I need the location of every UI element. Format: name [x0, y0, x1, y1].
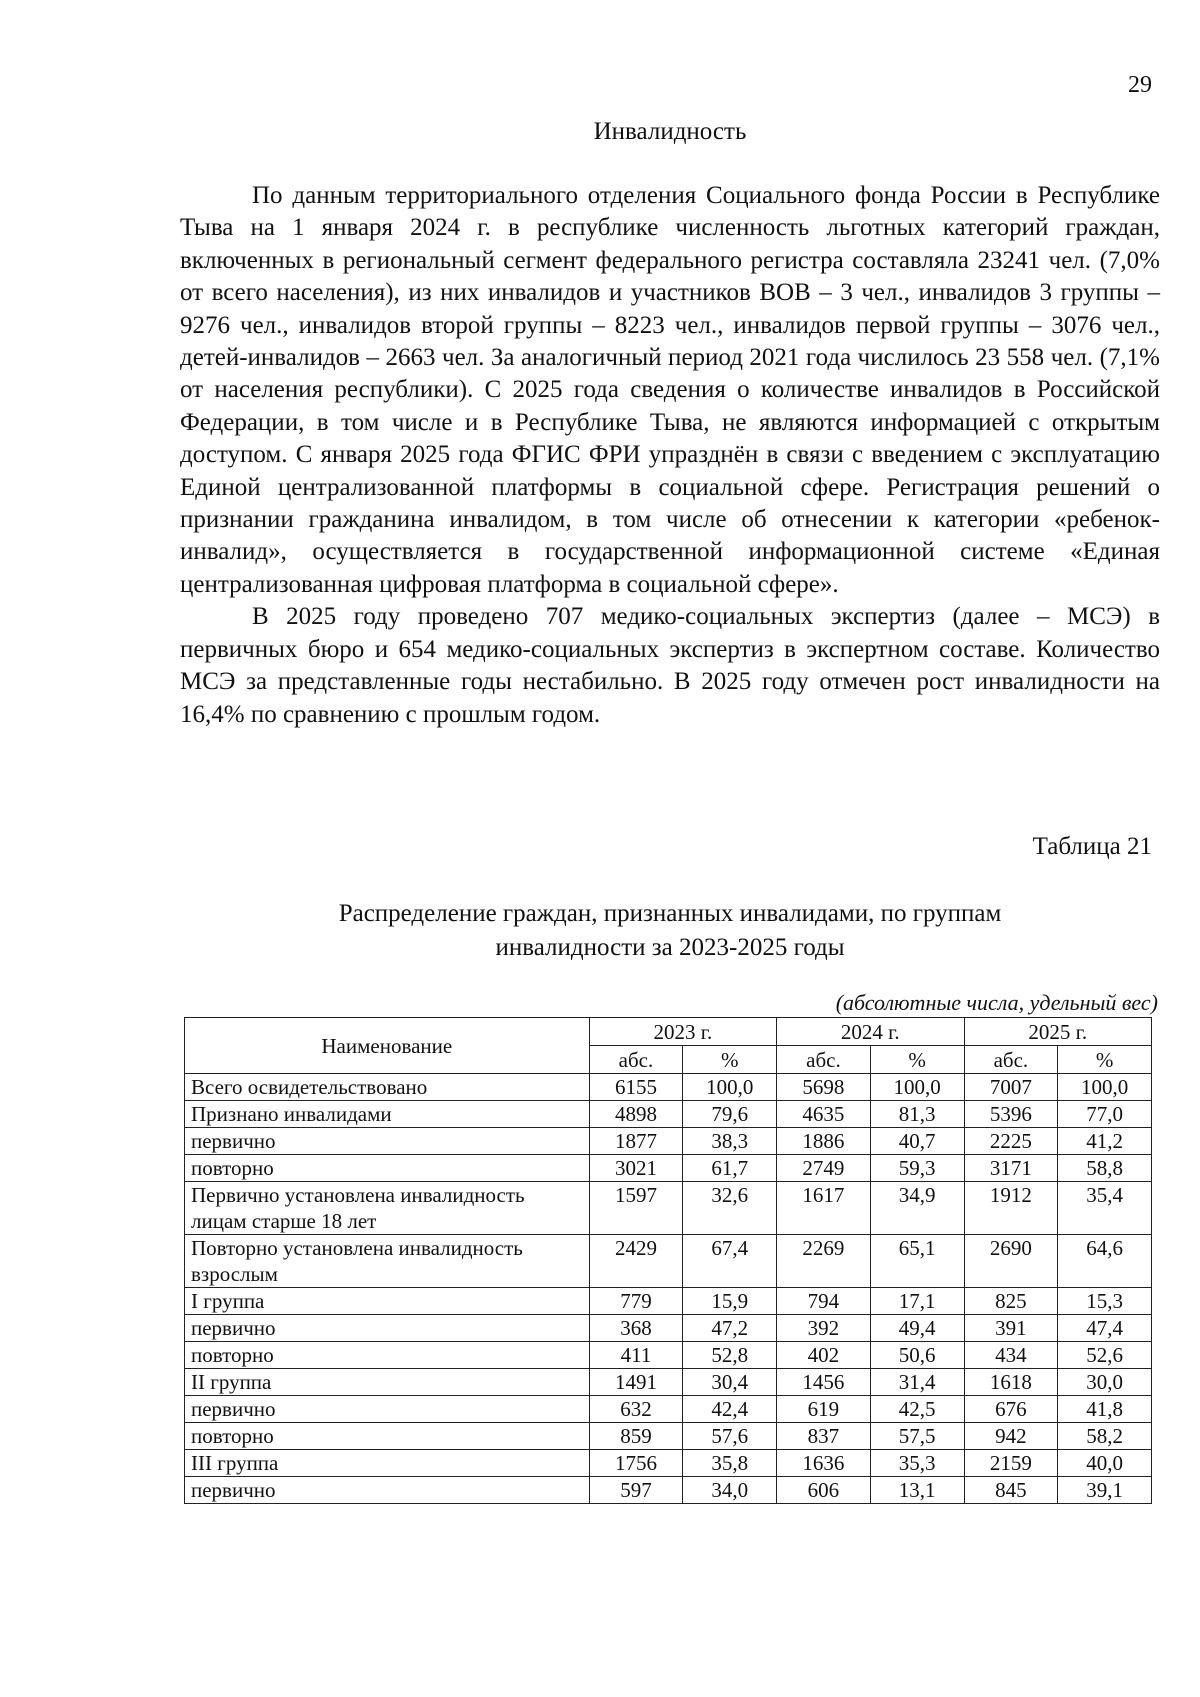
table-caption [180, 897, 1160, 965]
table-units-note: (абсолютные числа, удельный вес) [835, 990, 1158, 1015]
abs-value-cell: 2159 [964, 1450, 1058, 1477]
table-caption-line: инвалидности за 2023-2025 годы [495, 934, 845, 961]
abs-value-cell: 1636 [777, 1450, 871, 1477]
pct-value-cell: 39,1 [1058, 1477, 1152, 1504]
abs-value-cell: 5698 [777, 1074, 871, 1101]
pct-value-cell: 64,6 [1058, 1235, 1152, 1288]
pct-value-cell: 47,4 [1058, 1315, 1152, 1342]
pct-value-cell: 42,4 [683, 1396, 777, 1423]
abs-value-cell: 1756 [589, 1450, 683, 1477]
row-name-cell: повторно [185, 1155, 590, 1182]
table-body [185, 1074, 1152, 1504]
row-name-cell: первично [185, 1315, 590, 1342]
pct-value-cell: 59,3 [870, 1155, 964, 1182]
table-caption-line: Распределение граждан, признанных инвалидами, по группам [338, 900, 1002, 927]
pct-value-cell: 100,0 [1058, 1074, 1152, 1101]
abs-value-cell: 392 [777, 1315, 871, 1342]
pct-subheader: % [870, 1046, 964, 1074]
pct-value-cell: 77,0 [1058, 1101, 1152, 1128]
abs-value-cell: 1491 [589, 1369, 683, 1396]
table-row [185, 1155, 1152, 1182]
table-row [185, 1074, 1152, 1101]
pct-value-cell: 31,4 [870, 1369, 964, 1396]
abs-value-cell: 411 [589, 1342, 683, 1369]
year-header: 2023 г. [589, 1018, 776, 1046]
abs-value-cell: 3021 [589, 1155, 683, 1182]
abs-value-cell: 825 [964, 1288, 1058, 1315]
pct-value-cell: 40,0 [1058, 1450, 1152, 1477]
row-name-cell: I группа [185, 1288, 590, 1315]
row-name-cell: первично [185, 1477, 590, 1504]
abs-value-cell: 1886 [777, 1128, 871, 1155]
pct-value-cell: 15,3 [1058, 1288, 1152, 1315]
table-row [185, 1477, 1152, 1504]
pct-value-cell: 32,6 [683, 1182, 777, 1235]
pct-value-cell: 35,3 [870, 1450, 964, 1477]
table-row [185, 1235, 1152, 1288]
disability-table [184, 1017, 1152, 1504]
abs-value-cell: 794 [777, 1288, 871, 1315]
pct-value-cell: 81,3 [870, 1101, 964, 1128]
table-row [185, 1182, 1152, 1235]
table-row [185, 1450, 1152, 1477]
pct-value-cell: 57,6 [683, 1423, 777, 1450]
pct-value-cell: 49,4 [870, 1315, 964, 1342]
pct-value-cell: 58,8 [1058, 1155, 1152, 1182]
abs-value-cell: 7007 [964, 1074, 1058, 1101]
table-row [185, 1288, 1152, 1315]
name-column-header: Наименование [185, 1018, 590, 1074]
pct-value-cell: 61,7 [683, 1155, 777, 1182]
abs-value-cell: 632 [589, 1396, 683, 1423]
body-text [180, 180, 1160, 731]
row-name-cell: первично [185, 1128, 590, 1155]
paragraph: В 2025 году проведено 707 медико-социальных экспертиз (далее – МСЭ) в первичных бюро и 654 медико-социальных экспертиз в экспертном составе. Количество МСЭ за представленные годы нестабильно. В 2025 году отмечен рост инвалидности на 16,4% по сравнению с прошлым годом. [180, 603, 1160, 728]
abs-value-cell: 619 [777, 1396, 871, 1423]
header-row [185, 1018, 1152, 1046]
abs-value-cell: 368 [589, 1315, 683, 1342]
abs-value-cell: 2429 [589, 1235, 683, 1288]
table-row [185, 1369, 1152, 1396]
year-header: 2024 г. [777, 1018, 964, 1046]
table-header [185, 1018, 1152, 1074]
abs-value-cell: 5396 [964, 1101, 1058, 1128]
year-header: 2025 г. [964, 1018, 1151, 1046]
row-name-cell: Первично установлена инвалидность лицам старше 18 лет [185, 1182, 590, 1235]
abs-subheader: абс. [777, 1046, 871, 1074]
abs-value-cell: 2690 [964, 1235, 1058, 1288]
table-row [185, 1423, 1152, 1450]
pct-value-cell: 13,1 [870, 1477, 964, 1504]
row-name-cell: повторно [185, 1342, 590, 1369]
pct-value-cell: 35,8 [683, 1450, 777, 1477]
abs-value-cell: 942 [964, 1423, 1058, 1450]
table-label: Таблица 21 [1032, 833, 1152, 860]
pct-value-cell: 35,4 [1058, 1182, 1152, 1235]
pct-value-cell: 34,0 [683, 1477, 777, 1504]
page-number: 29 [1128, 72, 1152, 98]
pct-value-cell: 17,1 [870, 1288, 964, 1315]
pct-value-cell: 100,0 [683, 1074, 777, 1101]
abs-value-cell: 1912 [964, 1182, 1058, 1235]
abs-value-cell: 676 [964, 1396, 1058, 1423]
abs-value-cell: 1618 [964, 1369, 1058, 1396]
abs-value-cell: 2225 [964, 1128, 1058, 1155]
pct-value-cell: 57,5 [870, 1423, 964, 1450]
abs-value-cell: 597 [589, 1477, 683, 1504]
abs-value-cell: 402 [777, 1342, 871, 1369]
pct-value-cell: 58,2 [1058, 1423, 1152, 1450]
row-name-cell: II группа [185, 1369, 590, 1396]
pct-value-cell: 34,9 [870, 1182, 964, 1235]
abs-value-cell: 2269 [777, 1235, 871, 1288]
table-row [185, 1342, 1152, 1369]
abs-subheader: абс. [964, 1046, 1058, 1074]
pct-subheader: % [1058, 1046, 1152, 1074]
pct-value-cell: 15,9 [683, 1288, 777, 1315]
pct-value-cell: 30,0 [1058, 1369, 1152, 1396]
row-name-cell: Всего освидетельствовано [185, 1074, 590, 1101]
table-row [185, 1315, 1152, 1342]
pct-value-cell: 67,4 [683, 1235, 777, 1288]
table-row [185, 1396, 1152, 1423]
pct-value-cell: 41,8 [1058, 1396, 1152, 1423]
abs-value-cell: 779 [589, 1288, 683, 1315]
abs-value-cell: 3171 [964, 1155, 1058, 1182]
section-title: Инвалидность [593, 118, 747, 145]
pct-value-cell: 38,3 [683, 1128, 777, 1155]
abs-value-cell: 6155 [589, 1074, 683, 1101]
pct-value-cell: 52,8 [683, 1342, 777, 1369]
row-name-cell: III группа [185, 1450, 590, 1477]
pct-value-cell: 30,4 [683, 1369, 777, 1396]
abs-value-cell: 1456 [777, 1369, 871, 1396]
pct-value-cell: 47,2 [683, 1315, 777, 1342]
abs-subheader: абс. [589, 1046, 683, 1074]
abs-value-cell: 434 [964, 1342, 1058, 1369]
abs-value-cell: 1617 [777, 1182, 871, 1235]
abs-value-cell: 391 [964, 1315, 1058, 1342]
row-name-cell: первично [185, 1396, 590, 1423]
abs-value-cell: 606 [777, 1477, 871, 1504]
abs-value-cell: 837 [777, 1423, 871, 1450]
abs-value-cell: 1877 [589, 1128, 683, 1155]
pct-value-cell: 41,2 [1058, 1128, 1152, 1155]
abs-value-cell: 4635 [777, 1101, 871, 1128]
pct-value-cell: 79,6 [683, 1101, 777, 1128]
pct-value-cell: 40,7 [870, 1128, 964, 1155]
pct-subheader: % [683, 1046, 777, 1074]
row-name-cell: Повторно установлена инвалидность взрослым [185, 1235, 590, 1288]
table-row [185, 1128, 1152, 1155]
abs-value-cell: 2749 [777, 1155, 871, 1182]
paragraph: По данным территориального отделения Социального фонда России в Республике Тыва на 1 января 2024 г. в республике численность льготных категорий граждан, включенных в региональный сегмент федерального регистра составляла 23241 чел. (7,0% от всего населения), из них инвалидов и участников ВОВ – 3 чел., инвалидов 3 группы – 9276 чел., инвалидов второй группы – 8223 чел., инвалидов первой группы – 3076 чел., детей-инвалидов – 2663 чел. За аналогичный период 2021 года числилось 23 558 чел. (7,1% от населения республики). С 2025 года сведения о количестве инвалидов в Российской Федерации, в том числе и в Республике Тыва, не являются информацией с открытым доступом. С января 2025 года ФГИС ФРИ упразднён в связи с введением с эксплуатацию Единой централизованной платформы в социальной сфере. Регистрация решений о признании гражданина инвалидом, в том числе об отнесении к категории «ребенок-инвалид», осуществляется в государственной информационной системе «Единая централизованная цифровая платформа в социальной сфере». [180, 182, 1160, 598]
abs-value-cell: 845 [964, 1477, 1058, 1504]
pct-value-cell: 100,0 [870, 1074, 964, 1101]
pct-value-cell: 50,6 [870, 1342, 964, 1369]
pct-value-cell: 65,1 [870, 1235, 964, 1288]
pct-value-cell: 52,6 [1058, 1342, 1152, 1369]
row-name-cell: Признано инвалидами [185, 1101, 590, 1128]
row-name-cell: повторно [185, 1423, 590, 1450]
abs-value-cell: 1597 [589, 1182, 683, 1235]
table-row [185, 1101, 1152, 1128]
abs-value-cell: 4898 [589, 1101, 683, 1128]
pct-value-cell: 42,5 [870, 1396, 964, 1423]
abs-value-cell: 859 [589, 1423, 683, 1450]
